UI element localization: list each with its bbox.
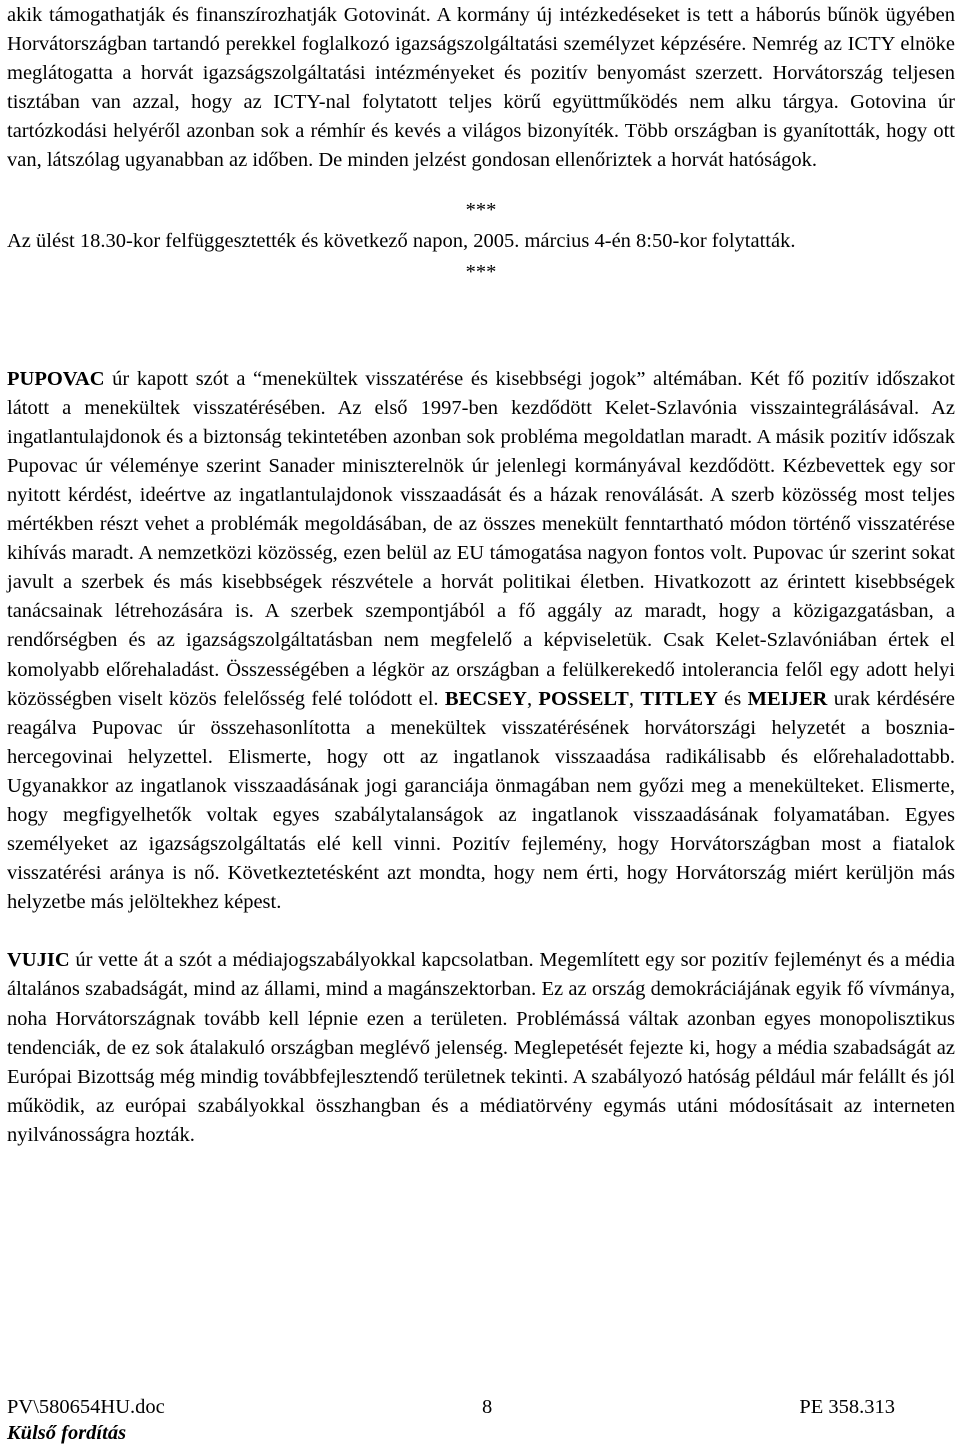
- page-footer: [7, 1394, 955, 1446]
- spacer: [7, 287, 955, 365]
- paragraph-vujic: [7, 946, 955, 1150]
- separator-asterisks: ***: [465, 198, 497, 221]
- paragraph-text: urak kérdésére reagálva Pupovac úr összehasonlította a menekültek visszatérésének horvátországi helyzetét a bosznia-hercegovinai helyzettel. Elismerte, hogy ott az ingatlanok visszaadása radikálisabb és előrehaladottabb. Ugyanakkor az ingatlanok visszaadásának jogi garanciája önmagában nem győzi meg a menekülteket. Elismerte, hogy megfigyelhetők voltak egyes szabálytalanságok az ingatlanok visszaadásának folyamatában. Egyes személyeket az igazságszolgáltatás elé kell vinni. Pozitív fejlemény, hogy Horvátországban most a fiatalok visszatérési aránya is nő. Következtetésként azt mondta, hogy nem érti, hogy Horvátország miért kerüljön más helyzetbe más jelöltekhez képest.: [7, 687, 956, 914]
- speaker-name-becsey: BECSEY: [444, 687, 527, 710]
- speaker-name-posselt: POSSELT: [538, 687, 629, 710]
- paragraph-text: úr vette át a szót a médiajogszabályokkal kapcsolatban. Megemlített egy sor pozitív fejleményt és a média általános szabadságát, mind az állami, mind a magánszektorban. Ez az ország demokráciájának egyik fő vívmánya, noha Horvátországnak tovább kell lépnie ezen a területen. Problémássá váltak azonban egyes monopolisztikus tendenciák, de ez sok átalakuló országban meglévő jelenség. Meglepetését fejezte ki, hogy a média szabadságát az Európai Bizottság még mindig továbbfejlesztendő területnek tekinti. A szabályozó hatóság például már felállt és jól működik, az európai szabályokkal összhangban és a médiatörvény egymás utáni módosításait az interneten nyilvánosságra hozták.: [7, 949, 955, 1146]
- speaker-name-vujic: VUJIC: [7, 949, 70, 972]
- paragraph-pupovac: [7, 365, 955, 918]
- paragraph-text: úr kapott szót a “menekültek visszatérése és kisebbségi jogok” altémában. Két fő pozitív időszakot látott a menekültek visszatérésében. Az első 1997-ben kezdődött Kelet-Szlavónia visszaintegrálásával. Az ingatlantulajdonok és a biztonság tekintetében azonban sok probléma megoldatlan maradt. A másik pozitív időszak Pupovac úr véleménye szerint Sanader miniszterelnök úr jelenlegi kormányával kezdődött. Kézbevettek egy sor nyitott kérdést, ideértve az ingatlantulajdonok visszaadását és a házak renoválását. A szerb közösség most teljes mértékben részt vehet a problémák megoldásában, de az összes menekült fenntartható módon történő visszatérése kihívás maradt. A nemzetközi közösség, ezen belül az EU támogatása nagyon fontos volt. Pupovac úr szerint sokat javult a szerbek és más kisebbségek részvétele a horvát politikai életben. Hivatkozott az érintett kisebbségek tanácsainak létrehozására is. A szerbek szempontjából a fő aggály az maradt, hogy a közigazgatásban, a rendőrségben és az igazságszolgáltatásban nem megfelelő a képviseletük. Csak Kelet-Szlavóniában értek el komolyabb előrehaladást. Összességében a légkör az országban a felülkerekedő intolerancia felől egy adott helyi közösségben viselt közös felelősség felé tolódott el.: [7, 367, 955, 710]
- separator-asterisks: ***: [465, 260, 497, 283]
- paragraph-gotovina: akik támogathatják és finanszírozhatják Gotovinát. A kormány új intézkedéseket is tett a háborús bűnök ügyében Horvátországban tartandó perekkel foglalkozó igazságszolgáltatási személyzet képzésére. Nemrég az ICTY elnöke meglátogatta a horvát igazságszolgáltatási intézményeket és pozitív benyomást szerzett. Horvátország teljesen tisztában van azzal, hogy az ICTY-nal folytatott teljes körű együttműködés nem alku tárgya. Gotovina úr tartózkodási helyéről azonban sok a rémhír és kevés a világos bizonyíték. Több országban is gyanították, hogy ott van, látszólag ugyanabban az időben. De minden jelzést gondosan ellenőriztek a horvát hatóságok.: [7, 4, 955, 172]
- session-suspension-note: Az ülést 18.30-kor felfüggesztették és következő napon, 2005. március 4-én 8:50-kor folytatták.: [7, 229, 796, 252]
- speaker-name-pupovac: PUPOVAC: [7, 367, 105, 390]
- footer-pe-number: PE 358.313: [799, 1396, 895, 1418]
- footer-translation-note: Külső fordítás: [7, 1422, 127, 1444]
- document-page: [7, 0, 955, 1150]
- separator-text: ,: [526, 687, 539, 710]
- separator-text: ,: [628, 687, 641, 710]
- spacer: [7, 917, 955, 946]
- footer-row: [7, 1394, 955, 1420]
- speaker-name-titley: TITLEY: [640, 687, 718, 710]
- footer-page-number: 8: [482, 1396, 493, 1418]
- footer-doc-reference: PV\580654HU.doc: [7, 1396, 165, 1418]
- separator-text: és: [717, 687, 748, 710]
- speaker-name-meijer: MEIJER: [747, 687, 828, 710]
